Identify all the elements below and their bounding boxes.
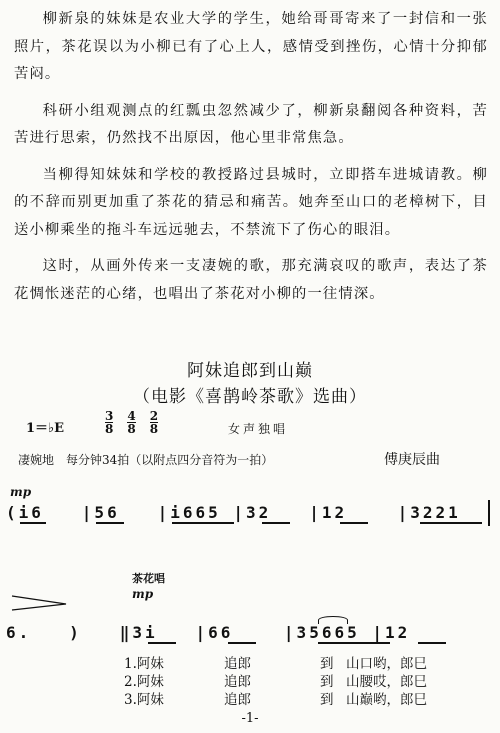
beam bbox=[148, 642, 176, 644]
paragraph: 当柳得知妹妹和学校的教授路过县城时，立即搭车进城请教。柳的不辞而别更加重了茶花的猜忌和痛苦。她奔至山口的老樟树下，目送小柳乘坐的拖斗车远远驰去，不禁流下了伤心的眼泪。 bbox=[14, 166, 488, 238]
composer-credit: 傅庚辰曲 bbox=[384, 452, 440, 468]
song-title: 阿妹追郎到山巅 bbox=[187, 361, 313, 381]
beam bbox=[340, 522, 368, 524]
notation-line-1: (i6 |56 |i665 |32 |12 |3221 bbox=[6, 503, 461, 522]
decrescendo-icon bbox=[10, 592, 70, 612]
beam bbox=[262, 522, 290, 524]
beam bbox=[20, 522, 46, 524]
time-signature: $\frac{2}{8}$ bbox=[149, 409, 159, 436]
page-number: -1- bbox=[241, 711, 259, 726]
prose-text bbox=[14, 6, 488, 317]
beam bbox=[96, 522, 124, 524]
notation-line-2: 6. ) ‖3i |66 |35665 |12 bbox=[6, 623, 411, 642]
key-signature: 1＝♭E bbox=[26, 421, 65, 436]
singer-label: 茶花唱 bbox=[132, 572, 165, 585]
beam bbox=[172, 522, 234, 524]
tempo-marking: 凄婉地 每分钟34拍（以附点四分音符为一拍） bbox=[18, 453, 274, 467]
time-signature: $\frac{3}{8}$ bbox=[105, 409, 114, 436]
beam bbox=[420, 522, 482, 524]
barline bbox=[488, 500, 490, 526]
paragraph: 柳新泉的妹妹是农业大学的学生，她给哥哥寄来了一封信和一张照片，茶花误以为小柳已有了心上人，感情受到挫伤，心情十分抑郁苦闷。 bbox=[14, 11, 488, 82]
dynamic-marking: mp bbox=[132, 587, 154, 601]
beam bbox=[318, 642, 390, 644]
time-signature: $\frac{4}{8}$ bbox=[127, 409, 136, 436]
dynamic-marking: mp bbox=[10, 485, 32, 499]
beam bbox=[228, 642, 256, 644]
song-subtitle: （电影《喜鹊岭茶歌》选曲） bbox=[133, 387, 367, 407]
paragraph: 科研小组观测点的红瓢虫忽然减少了，柳新泉翻阅各种资料，苦苦进行思索，仍然找不出原因，他心里非常焦急。 bbox=[14, 102, 488, 146]
time-signatures bbox=[105, 410, 158, 435]
beam bbox=[418, 642, 446, 644]
slur-mark bbox=[318, 616, 348, 624]
paragraph: 这时，从画外传来一支凄婉的歌，那充满哀叹的歌声，表达了茶花惆怅迷茫的心绪，也唱出了茶花对小柳的一往情深。 bbox=[14, 258, 488, 302]
voice-type: 女声独唱 bbox=[228, 422, 289, 436]
